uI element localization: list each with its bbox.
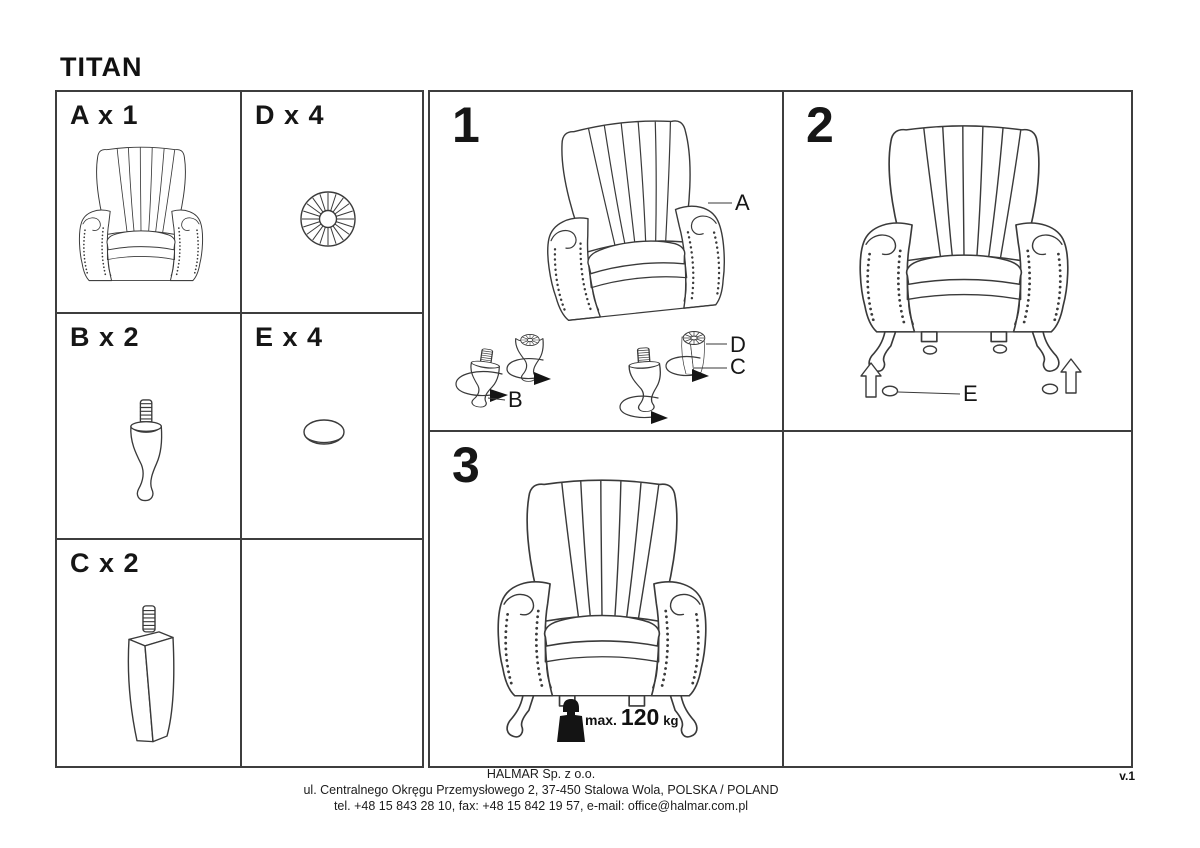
footer	[0, 766, 1082, 814]
part-count-label-a: A x 1	[70, 100, 139, 130]
parts-cell-e	[242, 314, 422, 538]
parts-cell-empty	[242, 540, 422, 766]
step-3-panel	[430, 432, 782, 770]
step-number-1: 1	[452, 97, 480, 153]
callout-b: B	[508, 387, 523, 412]
cabriole-leg-drawing	[57, 314, 240, 538]
parts-table	[55, 90, 424, 768]
step-1-drawing	[430, 92, 782, 430]
footer-address: ul. Centralnego Okręgu Przemysłowego 2, 37-450 Stalowa Wola, POLSKA / POLAND	[303, 783, 779, 797]
parts-cell-a	[57, 92, 240, 312]
parts-cell-c	[57, 540, 240, 766]
callout-a: A	[735, 190, 750, 215]
footer-contact: tel. +48 15 843 28 10, fax: +48 15 842 19 57, e-mail: office@halmar.com.pl	[333, 799, 749, 813]
part-count-label-d: D x 4	[255, 100, 325, 130]
assembly-steps	[428, 90, 1133, 768]
callout-e: E	[963, 381, 978, 406]
step-2-drawing	[784, 92, 1135, 430]
empty-panel	[784, 432, 1135, 770]
square-leg-drawing	[57, 540, 240, 766]
parts-cell-d	[242, 92, 422, 312]
page-title: TITAN	[60, 52, 143, 82]
parts-cell-b	[57, 314, 240, 538]
max-load-unit: kg	[663, 713, 679, 728]
footer-company: HALMAR Sp. z o.o.	[486, 767, 596, 781]
max-load-prefix: max.	[585, 712, 617, 728]
part-count-label-b: B x 2	[70, 322, 140, 352]
callout-c: C	[730, 354, 746, 379]
step-number-3: 3	[452, 437, 480, 493]
step-number-2: 2	[806, 97, 834, 153]
step-1-panel	[430, 92, 782, 430]
armchair-body-drawing	[57, 92, 240, 312]
callout-d: D	[730, 332, 746, 357]
max-load-label	[585, 704, 678, 731]
rosette-washer-drawing	[242, 92, 422, 312]
part-count-label-e: E x 4	[255, 322, 324, 352]
version-label: v.1	[1119, 769, 1135, 783]
max-load-value: 120	[620, 704, 660, 730]
part-count-label-c: C x 2	[70, 548, 140, 578]
glide-cap-drawing	[242, 314, 422, 538]
step-2-panel	[784, 92, 1135, 430]
